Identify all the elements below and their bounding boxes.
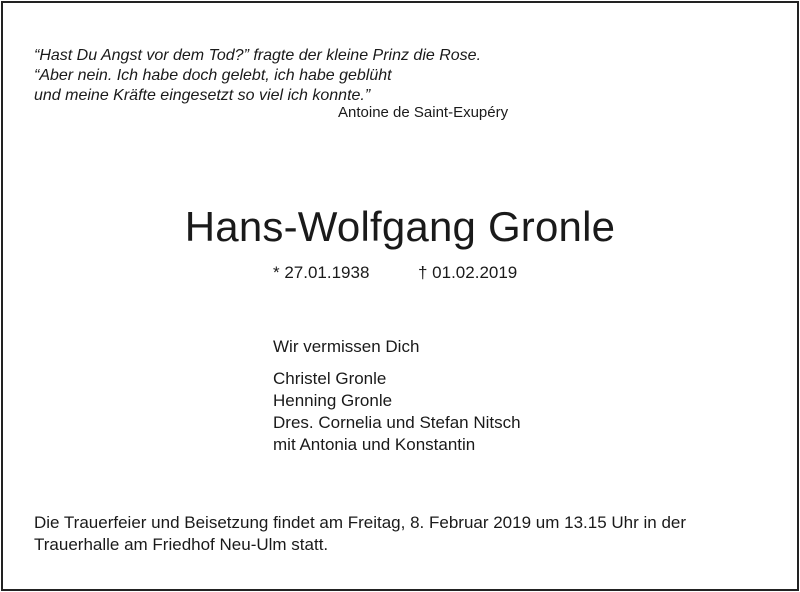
quote-line: und meine Kräfte eingesetzt so viel ich konnte.” [34,87,371,104]
funeral-info [34,512,686,556]
mourner-name: Dres. Cornelia und Stefan Nitsch [273,413,521,432]
mourner-name: Henning Gronle [273,391,393,410]
mourner-name: mit Antonia und Konstantin [273,435,476,454]
quote-line: “Aber nein. Ich habe doch gelebt, ich habe geblüht [34,67,392,84]
funeral-line: Trauerhalle am Friedhof Neu-Ulm statt. [34,535,329,554]
funeral-line: Die Trauerfeier und Beisetzung findet am Freitag, 8. Februar 2019 um 13.15 Uhr in der [34,513,687,532]
quote-block [34,46,481,106]
farewell-message: Wir vermissen Dich [273,337,420,356]
deceased-name: Hans-Wolfgang Gronle [184,203,616,250]
death-date: † 01.02.2019 [418,263,518,282]
quote-author: Antoine de Saint-Exupéry [338,104,509,121]
mourner-name: Christel Gronle [273,369,387,388]
quote-line: “Hast Du Angst vor dem Tod?” fragte der kleine Prinz die Rose. [34,47,482,64]
birth-date: * 27.01.1938 [273,263,370,282]
mourners-list [273,368,521,456]
